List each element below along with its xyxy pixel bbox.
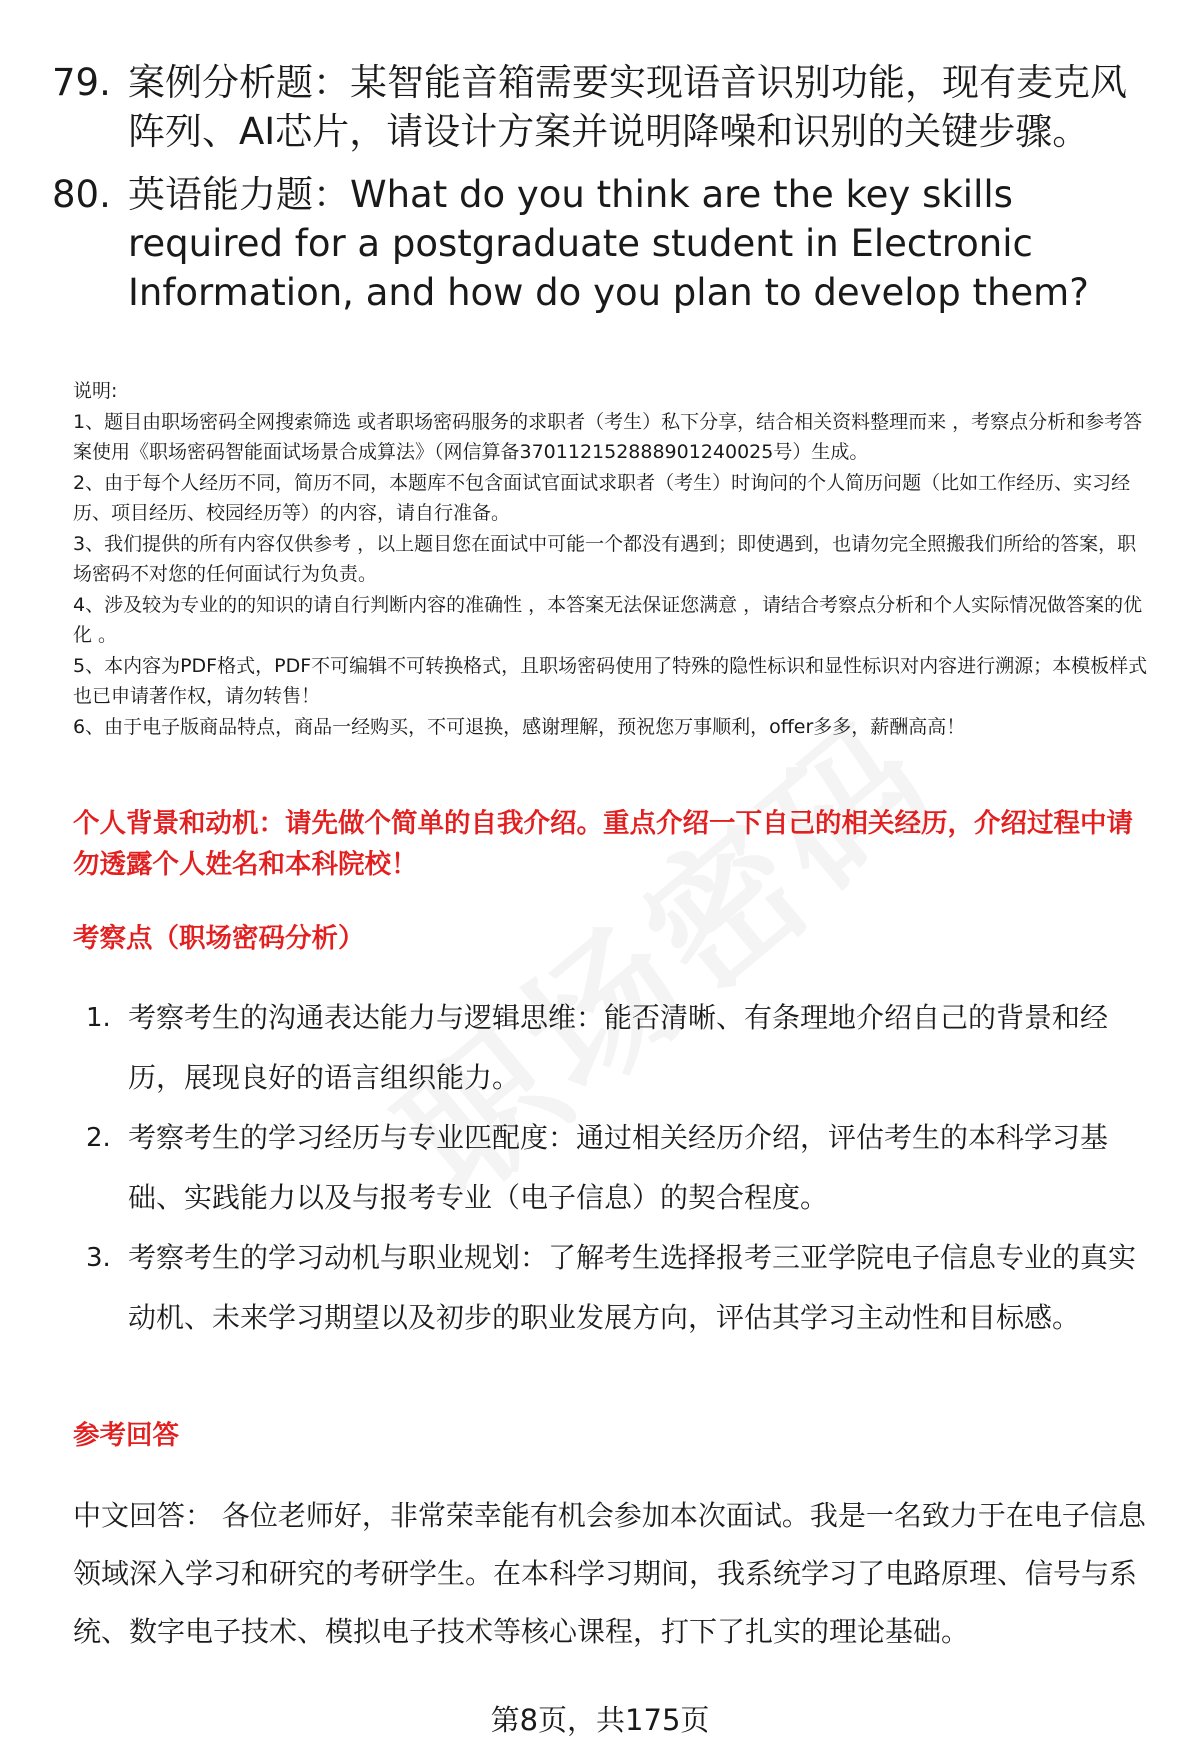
page-footer: 第8页，共175页	[490, 1703, 710, 1737]
notes-title: 说明:	[73, 380, 118, 402]
question-number: 79.	[52, 61, 111, 104]
point-text: 考察考生的学习动机与职业规划：了解考生选择报考三亚学院电子信息专业的真实动机、未来学习期望以及初步的职业发展方向，评估其学习主动性和目标感。	[128, 1241, 1137, 1334]
question-text: 英语能力题：What do you think are the key skills required for a postgraduate student in Electronic Information, and how do you plan to develop them?	[128, 173, 1089, 314]
answer-text: 中文回答： 各位老师好，非常荣幸能有机会参加本次面试。我是一名致力于在电子信息领域深入学习和研究的考研学生。在本科学习期间，我系统学习了电路原理、信号与系统、数字电子技术、模拟电子技术等核心课程，打下了扎实的理论基础。	[73, 1499, 1146, 1648]
notes-block	[73, 376, 1153, 742]
note-item: 2、由于每个人经历不同，简历不同，本题库不包含面试官面试求职者（考生）时询问的个人简历问题（比如工作经历、实习经历、项目经历、校园经历等）的内容，请自行准备。	[73, 471, 1131, 524]
note-item: 6、由于电子版商品特点，商品一经购买，不可退换，感谢理解，预祝您万事顺利，offer多多，薪酬高高！	[73, 715, 966, 738]
note-item: 1、题目由职场密码全网搜索筛选 或者职场密码服务的求职者（考生）私下分享，结合相关资料整理而来 ，考察点分析和参考答案使用《职场密码智能面试场景合成算法》（网信算备370112152888901240025号）生成。	[73, 410, 1143, 463]
points-heading: 考察点（职场密码分析）	[73, 923, 365, 954]
answer-heading: 参考回答	[73, 1420, 179, 1451]
point-number: 3.	[86, 1243, 111, 1273]
note-item: 5、本内容为PDF格式，PDF不可编辑不可转换格式，且职场密码使用了特殊的隐性标识和显性标识对内容进行溯源；本模板样式也已申请著作权，请勿转售！	[73, 654, 1148, 707]
section-heading: 个人背景和动机：请先做个简单的自我介绍。重点介绍一下自己的相关经历，介绍过程中请勿透露个人姓名和本科院校！	[73, 808, 1133, 880]
point-number: 1.	[86, 1003, 111, 1033]
point-text: 考察考生的学习经历与专业匹配度：通过相关经历介绍，评估考生的本科学习基础、实践能力以及与报考专业（电子信息）的契合程度。	[128, 1121, 1109, 1214]
question-number: 80.	[52, 173, 111, 216]
note-item: 3、我们提供的所有内容仅供参考 ，以上题目您在面试中可能一个都没有遇到；即使遇到，也请勿完全照搬我们所给的答案，职场密码不对您的任何面试行为负责。	[73, 532, 1137, 585]
point-text: 考察考生的沟通表达能力与逻辑思维：能否清晰、有条理地介绍自己的背景和经历，展现良好的语言组织能力。	[128, 1001, 1109, 1094]
note-item: 4、涉及较为专业的的知识的请自行判断内容的准确性 ，本答案无法保证您满意 ，请结合考察点分析和个人实际情况做答案的优化 。	[73, 593, 1143, 646]
question-text: 案例分析题：某智能音箱需要实现语音识别功能，现有麦克风阵列、AI芯片，请设计方案并说明降噪和识别的关键步骤。	[128, 61, 1127, 153]
point-number: 2.	[86, 1123, 111, 1153]
